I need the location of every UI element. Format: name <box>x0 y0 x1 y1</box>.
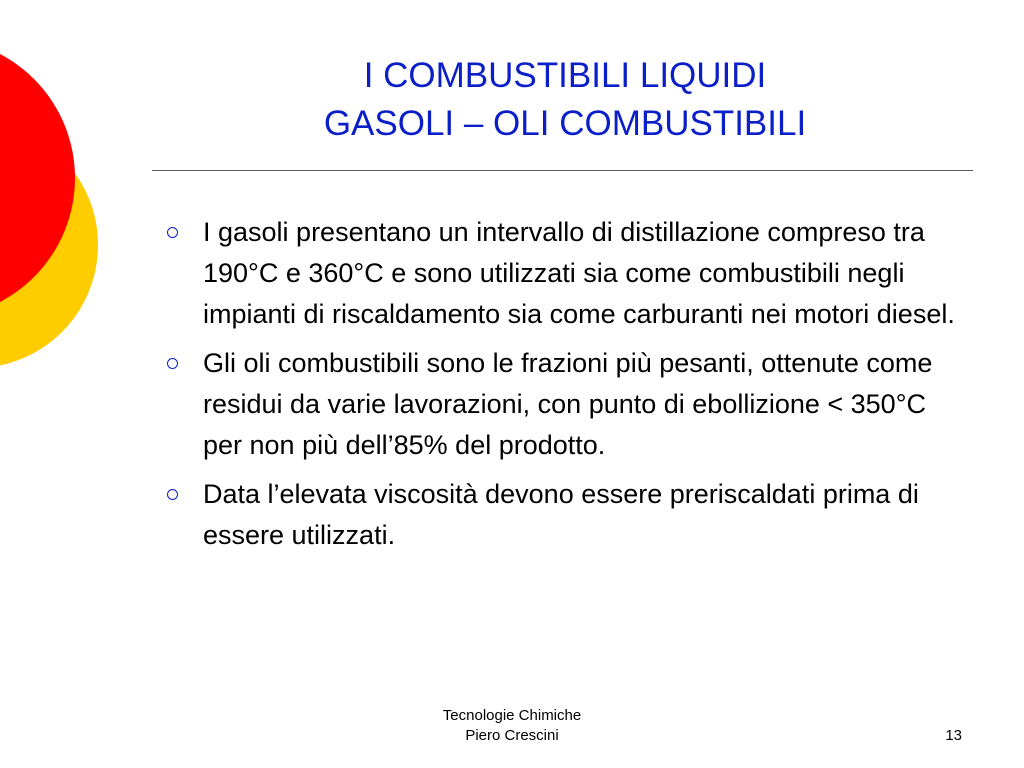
title-divider <box>152 170 973 171</box>
decorative-circles <box>0 0 110 420</box>
bullet-text: Data l’elevata viscosità devono essere preriscaldati prima di essere utilizzati. <box>203 479 919 550</box>
bullet-item <box>160 343 960 466</box>
bullet-text: Gli oli combustibili sono le frazioni più pesanti, ottenute come residui da varie lavorazioni, con punto di ebollizione < 350°C per non più dell’85% del prodotto. <box>203 348 933 460</box>
bullet-text: I gasoli presentano un intervallo di distillazione compreso tra 190°C e 360°C e sono utilizzati sia come combustibili negli impianti di riscaldamento sia come carburanti nei motori diesel. <box>203 217 955 329</box>
footer-author: Piero Crescini <box>465 727 559 744</box>
bullet-list <box>160 212 960 564</box>
footer-course: Tecnologie Chimiche <box>442 707 582 724</box>
slide-title-line-2: GASOLI – OLI COMBUSTIBILI <box>323 104 807 143</box>
bullet-item <box>160 474 960 556</box>
slide-number: 13 <box>945 727 962 744</box>
hollow-circle-bullet-icon <box>167 227 178 238</box>
slide-title <box>160 52 970 148</box>
hollow-circle-bullet-icon <box>167 358 178 369</box>
bullet-item <box>160 212 960 335</box>
slide-title-line-1: I COMBUSTIBILI LIQUIDI <box>363 56 767 95</box>
footer <box>362 706 662 746</box>
hollow-circle-bullet-icon <box>167 489 178 500</box>
